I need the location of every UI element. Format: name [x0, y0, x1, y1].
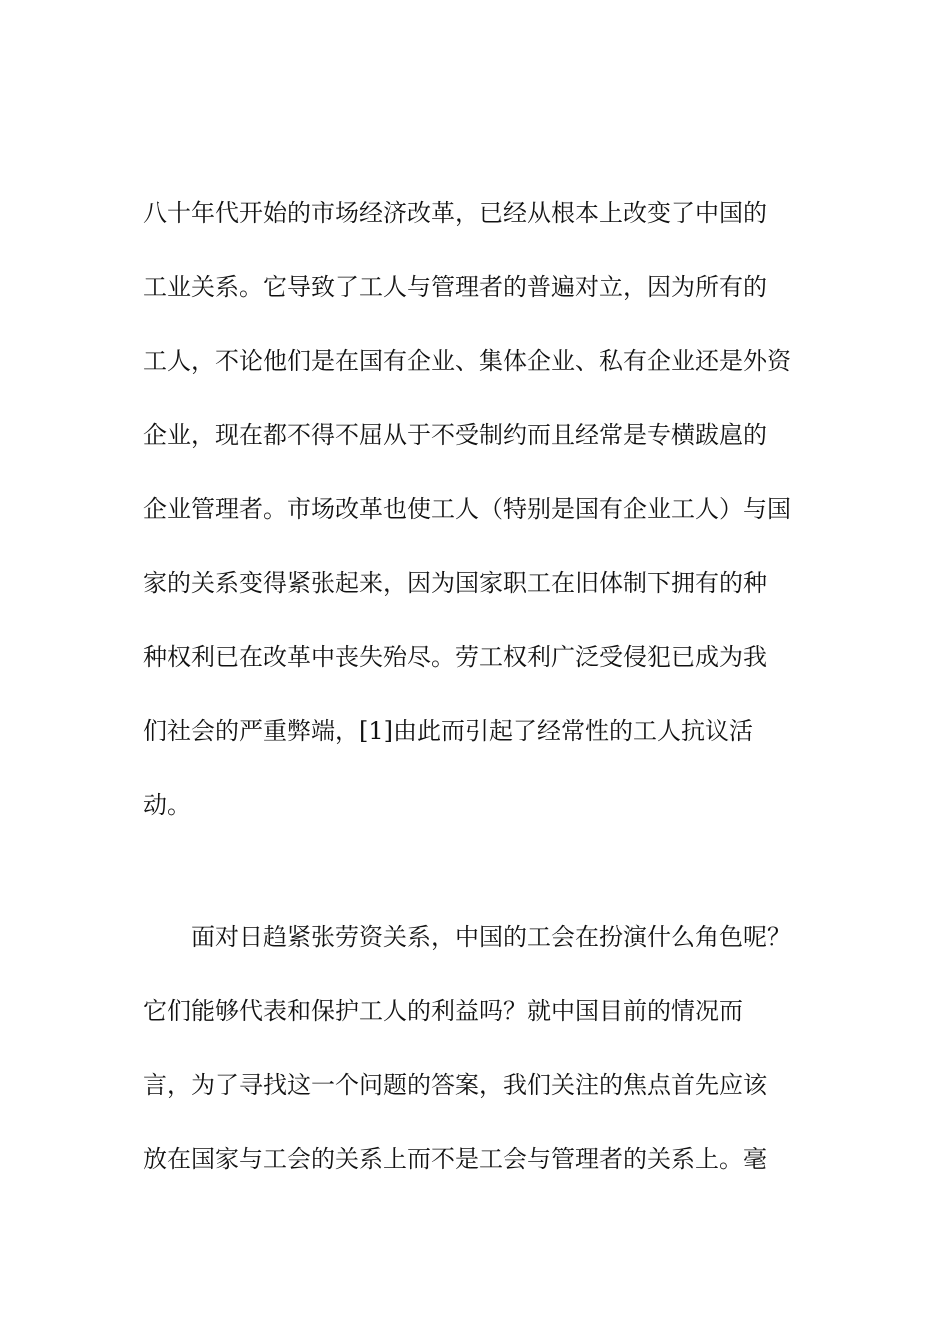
- paragraph-1: [143, 176, 823, 842]
- paragraph-2: [143, 900, 823, 1196]
- text-line: 八十年代开始的市场经济改革，已经从根本上改变了中国的: [143, 199, 767, 227]
- text-line: 家的关系变得紧张起来，因为国家职工在旧体制下拥有的种: [143, 569, 767, 597]
- text-line: 动。: [143, 791, 191, 819]
- text-line: 们社会的严重弊端，[1]由此而引起了经常性的工人抗议活: [143, 717, 753, 745]
- text-line: 言，为了寻找这一个问题的答案，我们关注的焦点首先应该: [143, 1071, 767, 1099]
- text-line: 放在国家与工会的关系上而不是工会与管理者的关系上。毫: [143, 1145, 767, 1173]
- text-line: 企业，现在都不得不屈从于不受制约而且经常是专横跋扈的: [143, 421, 767, 449]
- text-line: 工人，不论他们是在国有企业、集体企业、私有企业还是外资: [143, 347, 791, 375]
- text-line: 工业关系。它导致了工人与管理者的普遍对立，因为所有的: [143, 273, 767, 301]
- text-line: 种权利已在改革中丧失殆尽。劳工权利广泛受侵犯已成为我: [143, 643, 767, 671]
- text-line: 企业管理者。市场改革也使工人（特别是国有企业工人）与国: [143, 495, 791, 523]
- text-line: 面对日趋紧张劳资关系，中国的工会在扮演什么角色呢？: [143, 923, 791, 951]
- text-line: 它们能够代表和保护工人的利益吗？就中国目前的情况而: [143, 997, 743, 1025]
